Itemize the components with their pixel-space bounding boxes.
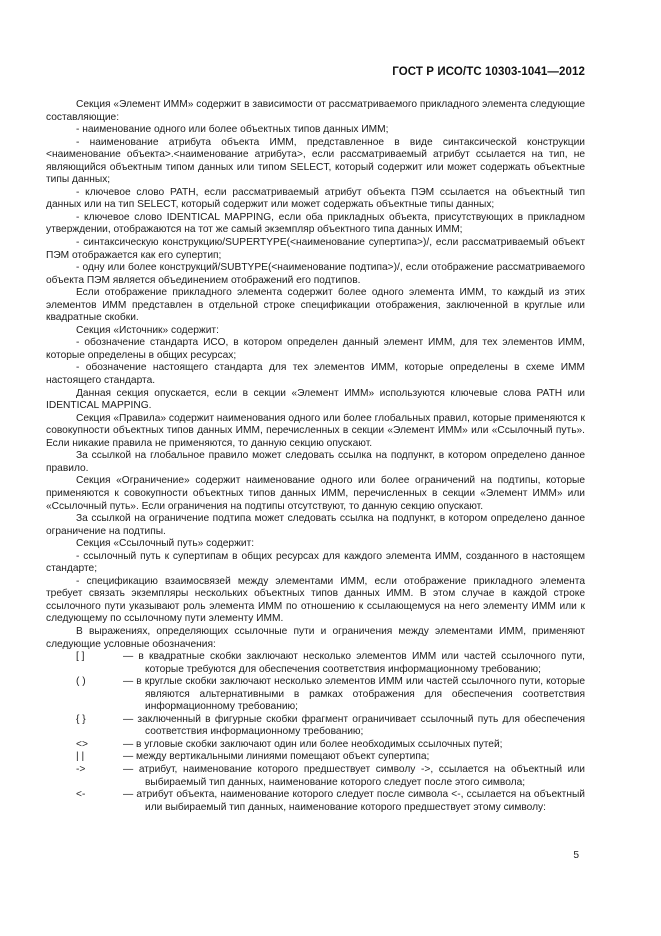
paragraph: За ссылкой на ограничение подтипа может следовать ссылка на подпункт, в котором определено данное ограничение на подтипы. xyxy=(46,513,585,537)
list-item: - наименование атрибута объекта ИММ, представленное в виде синтаксической конструкции <наименование объекта>.<наименование атрибута>, если рассматриваемый атрибут ссылается на тип, не являющийся объектным типом данных или типом SELECT, который содержит или может содержать объектные типы данных; xyxy=(46,136,585,186)
paragraph: Секция «Ограничение» содержит наименование одного или более ограничений на подтипы, которые применяются к совокупности объектных типов данных ИММ, перечисленных в секции «Элемент ИММ» или «Ссылочный путь». Если ограничения на подтипы отсутствуют, то данную секцию опускают. xyxy=(46,475,585,512)
notation-row xyxy=(46,789,585,814)
notation-row xyxy=(46,676,585,714)
list-item: - синтаксическую конструкцию/SUPERTYPE(<наименование супертипа>)/, если рассматриваемый объект ПЭМ отображается как его супертип; xyxy=(46,237,585,261)
document-body xyxy=(46,99,585,814)
list-item: - ссылочный путь к супертипам в общих ресурсах для каждого элемента ИММ, созданного в настоящем стандарте; xyxy=(46,550,585,575)
list-item: - спецификацию взаимосвязей между элементами ИММ, если отображение прикладного элемента требует связать экземпляры нескольких объектных типов данных ИММ. В этом случае в каждой строке ссылочного пути указывают роль элемента ИММ по отношению к ссылающемуся на него элементу ИММ или к следующему по ссылочному пути элементу ИММ. xyxy=(46,575,585,625)
notation-row xyxy=(46,751,585,764)
notation-description: — в круглые скобки заключают несколько элементов ИММ или частей ссылочного пути, которые являются альтернативными в рамках отображения для обеспечения соответствия информационному требованию; xyxy=(123,676,585,713)
notation-list xyxy=(46,651,585,814)
notation-row xyxy=(46,739,585,752)
paragraph: Данная секция опускается, если в секции «Элемент ИММ» используются ключевые слова PATH или IDENTICAL MAPPING. xyxy=(46,387,585,412)
notation-row xyxy=(46,714,585,739)
page-number: 5 xyxy=(573,850,579,861)
notation-row xyxy=(46,764,585,789)
list-item: - обозначение настоящего стандарта для тех элементов ИММ, которые определены в схеме ИММ настоящего стандарта. xyxy=(46,362,585,387)
paragraph: Секция «Правила» содержит наименования одного или более глобальных правил, которые применяются к совокупности объектных типов данных ИММ, перечисленных в секции «Элемент ИММ» или «Ссылочный путь». Если никакие правила не применяются, то данную секцию опускают. xyxy=(46,412,586,449)
list-item: - одну или более конструкций/SUBTYPE(<наименование подтипа>)/, если отображение рассматриваемого объекта ПЭМ является объединением отображений его подтипов. xyxy=(46,262,585,286)
notation-description: — атрибут, наименование которого предшествует символу ->, ссылается на объектный или выбираемый тип данных, наименование которого следует после этого символа; xyxy=(123,763,585,788)
list-item: - ключевое слово IDENTICAL MAPPING, если оба прикладных объекта, присутствующих в прикладном утверждении, отображаются на тот же самый экземпляр объектного типа данных ИММ; xyxy=(46,211,585,236)
paragraph: Если отображение прикладного элемента содержит более одного элемента ИММ, то каждый из этих элементов ИММ представлен в отдельной строке спецификации отображения, заключенной в круглые или квадратные скобки. xyxy=(46,287,585,324)
notation-symbol: <- xyxy=(76,789,86,801)
notation-description: — в квадратные скобки заключают несколько элементов ИММ или частей ссылочного пути, которые требуются для обеспечения соответствия информационному требованию; xyxy=(123,651,585,675)
notation-description: — в угловые скобки заключают один или более необходимых ссылочных путей; xyxy=(123,738,503,750)
notation-description: — атрибут объекта, наименование которого следует после символа <-, ссылается на объектный или выбираемый тип данных, наименование которого предшествует этому символу: xyxy=(123,789,585,813)
notation-description: — между вертикальными линиями помещают объект супертипа; xyxy=(123,751,430,763)
notation-symbol: [ ] xyxy=(76,651,85,663)
notation-row xyxy=(46,651,585,676)
list-item: - ключевое слово PATH, если рассматриваемый атрибут объекта ПЭМ ссылается на объектный тип данных или на тип SELECT, который содержит или может содержать объектные типы данных; xyxy=(46,186,585,211)
notation-symbol: -> xyxy=(76,763,86,775)
list-item: - наименование одного или более объектных типов данных ИММ; xyxy=(76,124,389,136)
paragraph: В выражениях, определяющих ссылочные пути и ограничения между элементами ИММ, применяют следующие условные обозначения: xyxy=(46,625,585,650)
notation-symbol: { } xyxy=(76,713,86,725)
notation-description: — заключенный в фигурные скобки фрагмент ограничивает ссылочный путь для обеспечения соответствия информационному требованию; xyxy=(123,713,585,738)
paragraph: Секция «Элемент ИММ» содержит в зависимости от рассматриваемого прикладного элемента следующие составляющие: xyxy=(46,99,585,123)
list-item: - обозначение стандарта ИСО, в котором определен данный элемент ИММ, для тех элементов ИММ, которые определены в общих ресурсах; xyxy=(46,337,585,361)
notation-symbol: ( ) xyxy=(76,676,86,688)
document-header: ГОСТ Р ИСО/ТС 10303-1041—2012 xyxy=(392,66,585,78)
notation-symbol: <> xyxy=(76,738,88,750)
paragraph: Секция «Ссылочный путь» содержит: xyxy=(76,538,255,550)
paragraph: Секция «Источник» содержит: xyxy=(76,324,219,336)
content-flow xyxy=(46,99,585,651)
paragraph: За ссылкой на глобальное правило может следовать ссылка на подпункт, в котором определено данное правило. xyxy=(46,450,585,474)
notation-symbol: | | xyxy=(76,751,85,763)
